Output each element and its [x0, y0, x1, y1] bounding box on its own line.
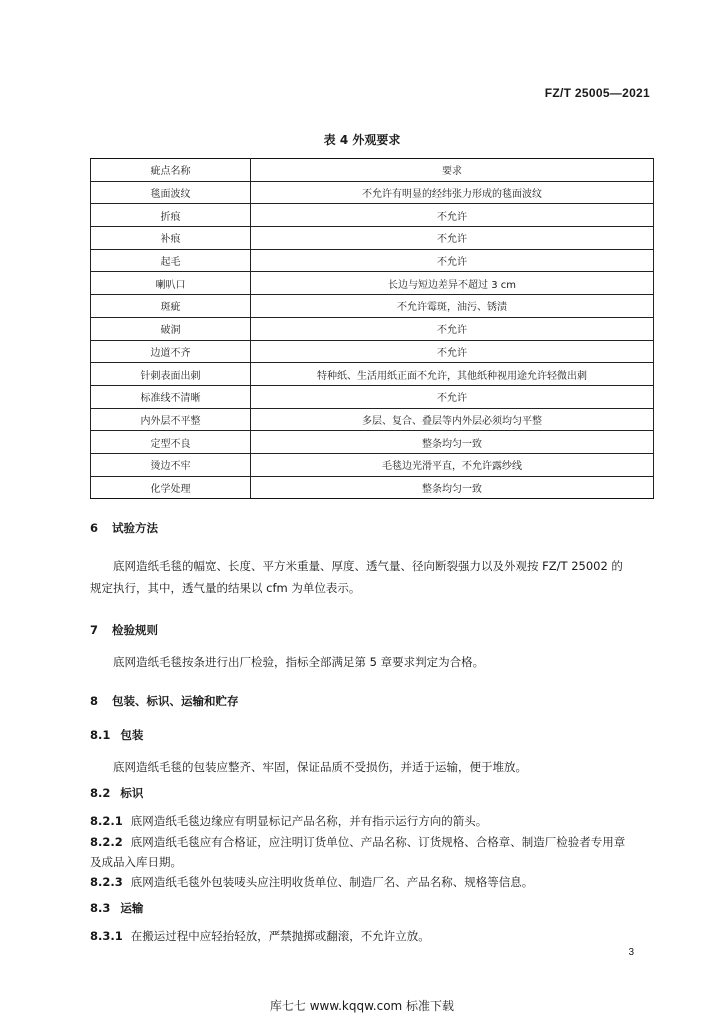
column-header-defect: 疵点名称 — [91, 159, 251, 182]
clause-number: 8.2.3 — [90, 875, 123, 889]
table-header-row — [91, 159, 654, 182]
section-title: 包装、标识、运输和贮存 — [112, 694, 239, 708]
defect-name-cell: 毯面波纹 — [91, 181, 251, 204]
table-row — [91, 453, 654, 476]
section-number: 7 — [90, 623, 99, 637]
table-row — [91, 385, 654, 408]
section-8-3-1 — [90, 926, 430, 947]
table-row — [91, 295, 654, 318]
requirement-cell: 不允许 — [251, 317, 654, 340]
defect-name-cell: 补痕 — [91, 227, 251, 250]
section-title: 运输 — [120, 901, 144, 915]
column-header-requirement: 要求 — [251, 159, 654, 182]
table-row — [91, 204, 654, 227]
defect-name-cell: 定型不良 — [91, 431, 251, 454]
section-8-2-2-line2: 及成品入库日期。 — [90, 855, 182, 869]
defect-name-cell: 内外层不平整 — [91, 408, 251, 431]
requirement-cell: 不允许霉斑，油污、锈渍 — [251, 295, 654, 318]
defect-name-cell: 化学处理 — [91, 476, 251, 499]
table-row — [91, 363, 654, 386]
clause-text: 底网造纸毛毯外包装唛头应注明收货单位、制造厂名、产品名称、规格等信息。 — [130, 875, 534, 889]
section-7-text: 底网造纸毛毯按条进行出厂检验，指标全部满足第 5 章要求判定为合格。 — [113, 655, 485, 669]
section-6-text-line2: 规定执行，其中，透气量的结果以 cfm 为单位表示。 — [90, 581, 361, 595]
section-title: 包装 — [120, 728, 144, 742]
footer-watermark: 库七七 www.kqqw.com 标准下载 — [269, 999, 455, 1013]
defect-name-cell: 标准线不清晰 — [91, 385, 251, 408]
section-8-2-3 — [90, 872, 533, 893]
requirement-cell: 长边与短边差异不超过 3 cm — [251, 272, 654, 295]
table-row — [91, 272, 654, 295]
section-8-1-text: 底网造纸毛毯的包装应整齐、牢固，保证品质不受损伤，并适于运输，便于堆放。 — [113, 760, 527, 774]
clause-number: 8.2.2 — [90, 835, 123, 849]
defect-name-cell: 斑疵 — [91, 295, 251, 318]
requirement-cell: 毛毯边光滑平直，不允许露纱线 — [251, 453, 654, 476]
section-number: 6 — [90, 521, 99, 535]
table-row — [91, 408, 654, 431]
section-title: 试验方法 — [112, 521, 159, 535]
standard-code: FZ/T 25005—2021 — [544, 86, 650, 100]
table-row — [91, 431, 654, 454]
requirement-cell: 不允许 — [251, 227, 654, 250]
requirement-cell: 不允许 — [251, 249, 654, 272]
requirement-cell: 整条均匀一致 — [251, 476, 654, 499]
requirement-cell: 不允许有明显的经纬张力形成的毯面波纹 — [251, 181, 654, 204]
section-8-heading — [90, 691, 239, 711]
table-caption: 表 4 外观要求 — [323, 133, 401, 147]
section-number: 8.3 — [90, 901, 111, 915]
defect-name-cell: 烫边不牢 — [91, 453, 251, 476]
clause-text: 在搬运过程中应轻抬轻放，严禁抛掷或翻滚，不允许立放。 — [130, 929, 430, 943]
requirement-cell: 多层、复合、叠层等内外层必须均匀平整 — [251, 408, 654, 431]
section-7-heading — [90, 620, 158, 640]
requirement-cell: 不允许 — [251, 385, 654, 408]
section-8-2-heading — [90, 783, 143, 803]
page-number: 3 — [628, 947, 634, 958]
table-row — [91, 249, 654, 272]
requirement-cell: 不允许 — [251, 340, 654, 363]
section-6-heading — [90, 518, 158, 538]
section-number: 8.2 — [90, 786, 111, 800]
section-8-3-heading — [90, 898, 143, 918]
table-row — [91, 227, 654, 250]
section-number: 8 — [90, 694, 99, 708]
table-row — [91, 181, 654, 204]
section-8-2-2-line1 — [90, 832, 660, 853]
defect-name-cell: 折痕 — [91, 204, 251, 227]
clause-text: 底网造纸毛毯边缘应有明显标记产品名称，并有指示运行方向的箭头。 — [130, 814, 488, 828]
defect-name-cell: 起毛 — [91, 249, 251, 272]
section-title: 标识 — [120, 786, 144, 800]
defect-name-cell: 针刺表面出刺 — [91, 363, 251, 386]
requirement-cell: 整条均匀一致 — [251, 431, 654, 454]
table-row — [91, 340, 654, 363]
section-6-text-line1: 底网造纸毛毯的幅宽、长度、平方米重量、厚度、透气量、径向断裂强力以及外观按 FZ/T 25002 的 — [113, 559, 623, 573]
appearance-requirements-table — [90, 158, 654, 499]
section-8-1-heading — [90, 725, 143, 745]
defect-name-cell: 喇叭口 — [91, 272, 251, 295]
defect-name-cell: 破洞 — [91, 317, 251, 340]
requirement-cell: 特种纸、生活用纸正面不允许，其他纸种视用途允许轻微出刺 — [251, 363, 654, 386]
table-row — [91, 476, 654, 499]
table-row — [91, 317, 654, 340]
section-number: 8.1 — [90, 728, 111, 742]
clause-number: 8.3.1 — [90, 929, 123, 943]
section-title: 检验规则 — [112, 623, 159, 637]
clause-text: 底网造纸毛毯应有合格证，应注明订货单位、产品名称、订货规格、合格章、制造厂检验者专用章 — [130, 835, 626, 849]
requirement-cell: 不允许 — [251, 204, 654, 227]
clause-number: 8.2.1 — [90, 814, 123, 828]
section-8-2-1 — [90, 811, 487, 832]
defect-name-cell: 边道不齐 — [91, 340, 251, 363]
